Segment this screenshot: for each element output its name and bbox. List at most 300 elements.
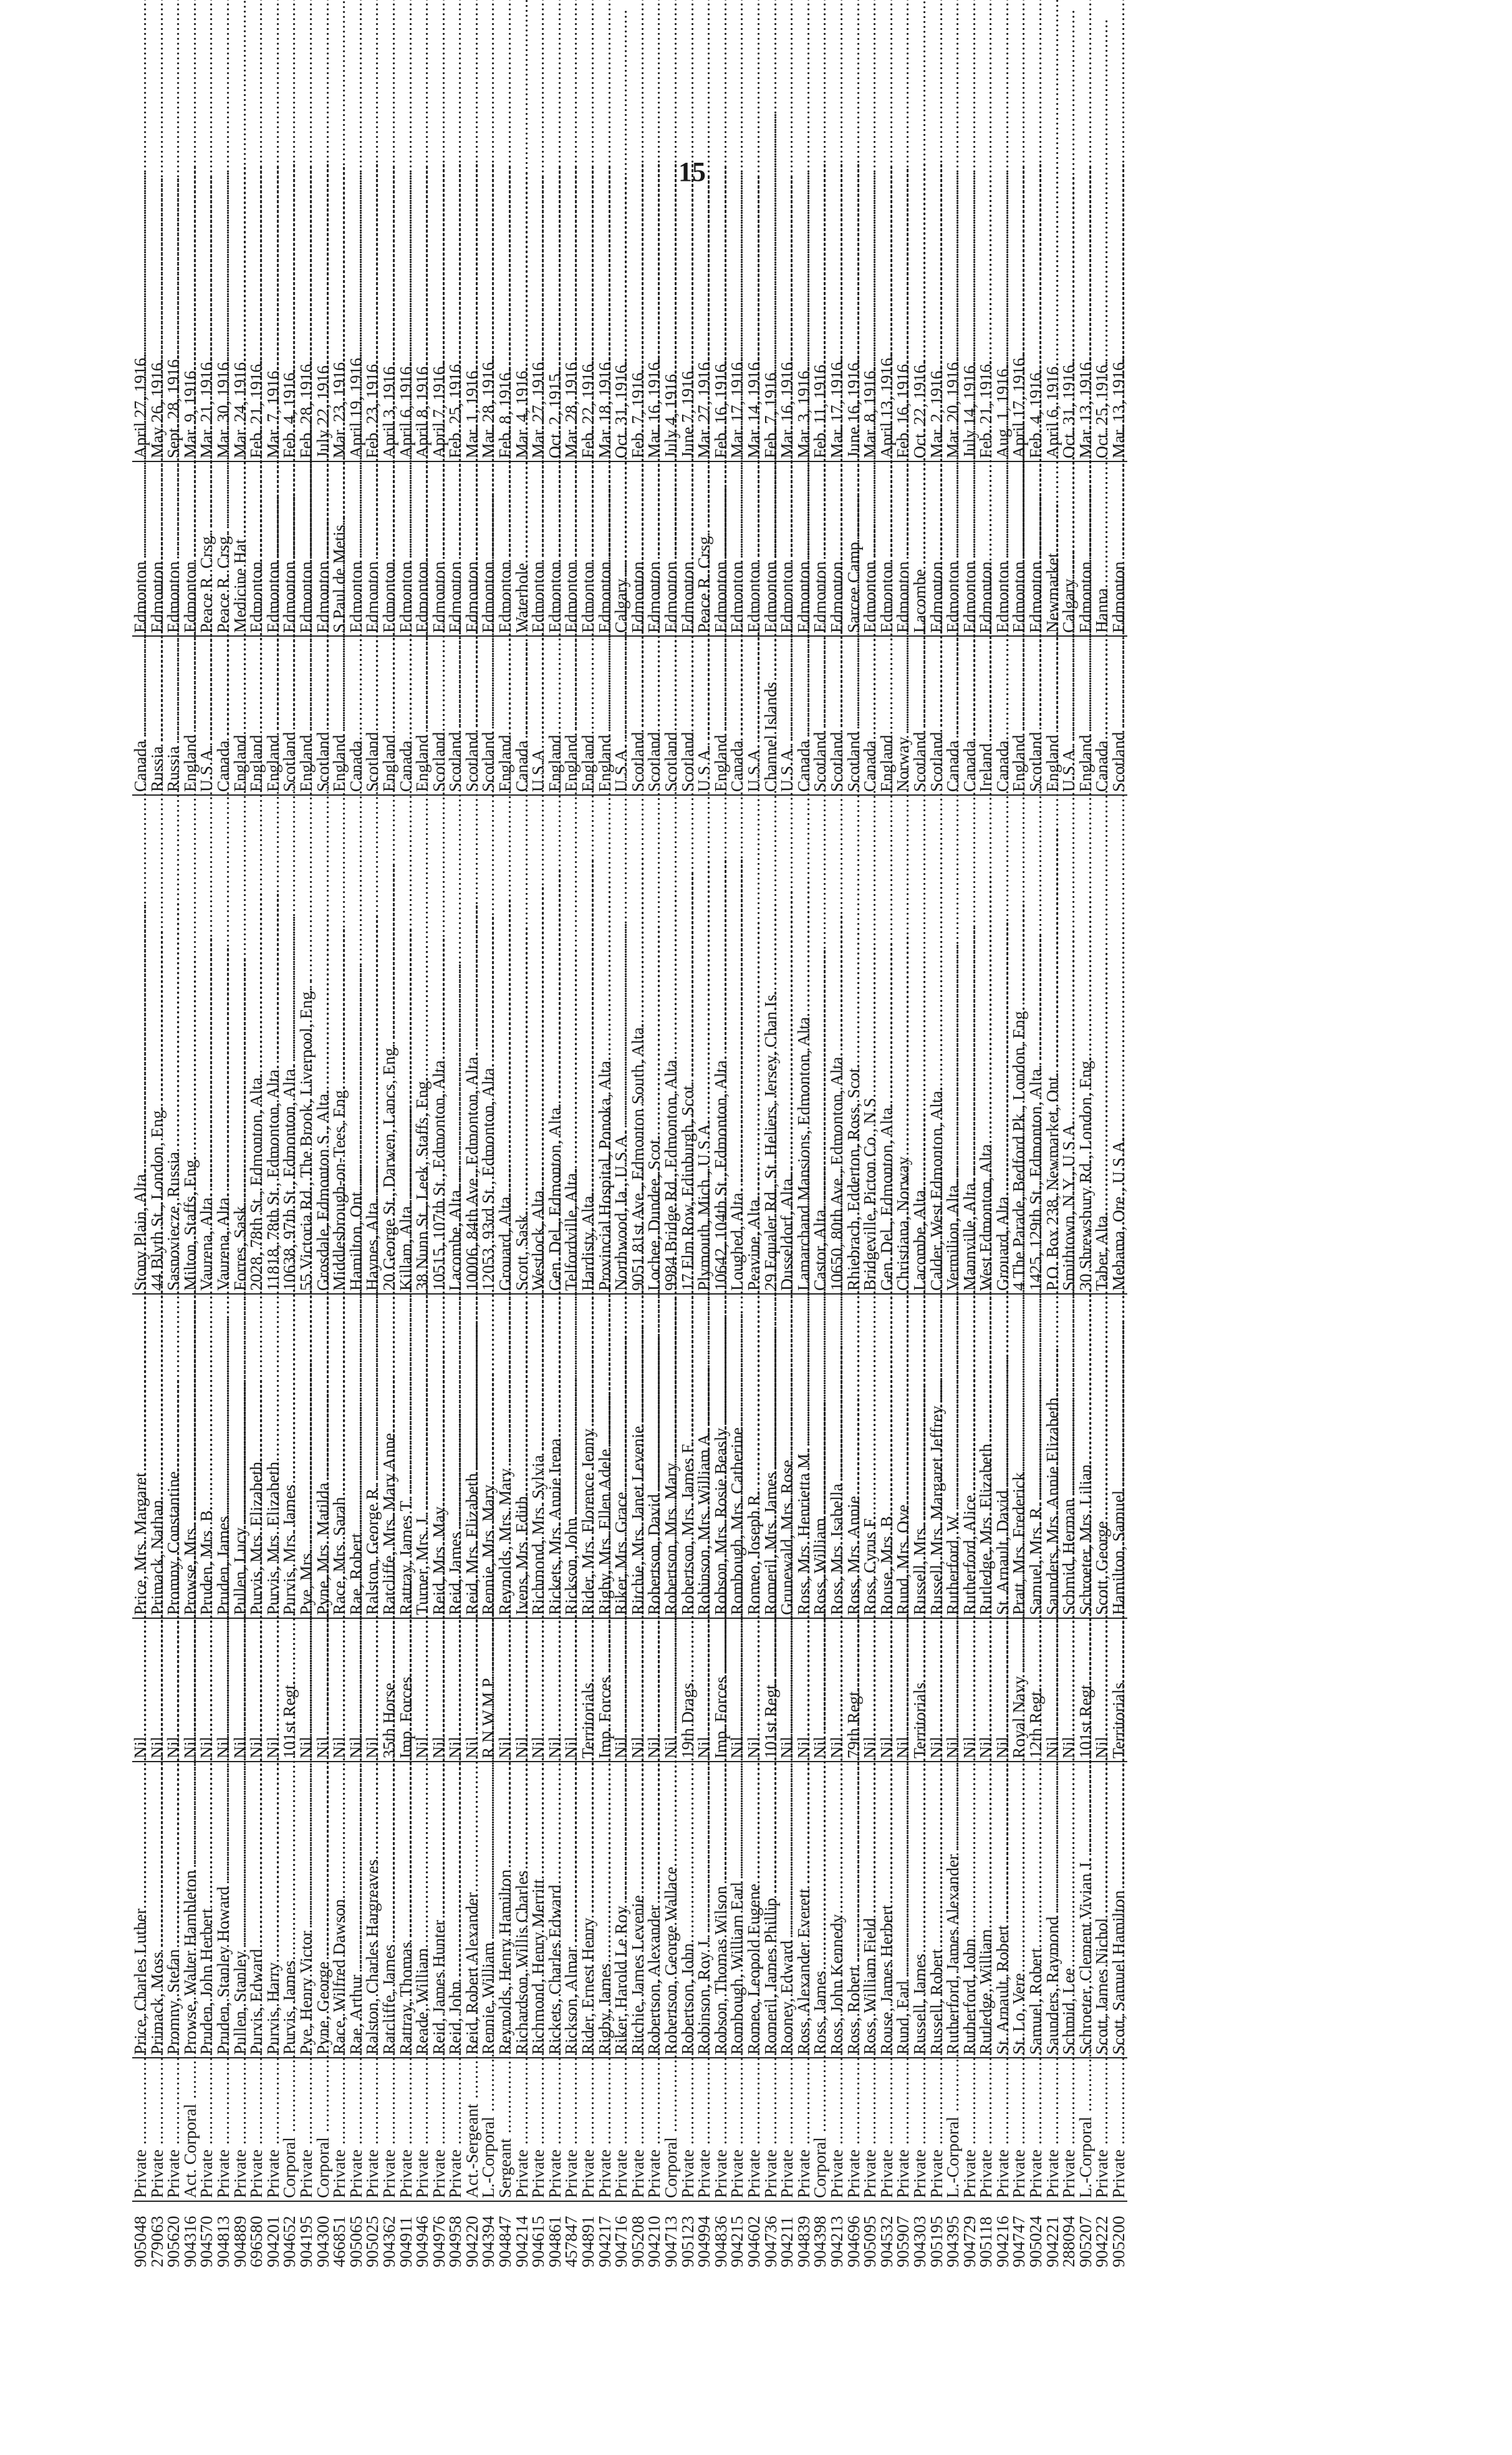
rank-cell: Private ..... [1061,2058,1077,2201]
place-of-enlistment-cell: Edmonton ..... [182,461,199,636]
rank-cell: Private ..... [165,2058,182,2201]
country-of-birth-cell: England ..... [381,636,398,795]
soldier-name-cell: Rickson, Almar ..... [563,1762,580,2058]
table-row [298,215,315,2270]
next-of-kin-cell: Robertson, Mrs. Mary ..... [663,1294,680,1618]
soldier-name-cell: Robertson, John ..... [680,1762,696,2058]
soldier-name-cell: Race, Wilfred Dawson ..... [331,1762,348,2058]
rank-cell: Private ..... [248,2058,265,2201]
country-of-birth-cell: Scotland ..... [464,636,481,795]
place-of-enlistment-cell: Edmonton ..... [663,461,680,636]
soldier-name-cell: Ross, John Kennedy ..... [829,1762,845,2058]
regimental-number-cell: 904891 [580,2201,597,2270]
soldier-name-cell: Reid, John ..... [447,1762,464,2058]
date-of-enlistment-cell: Mar. 17, 1916. [826,357,846,458]
soldier-name-cell: Richmond, Henry Merritt ..... [530,1762,547,2058]
soldier-name-cell: Rombough, William Earl ..... [729,1762,746,2058]
former-corps-cell: Nil ..... [879,1618,895,1762]
next-of-kin-cell: Romeril, Mrs. James ..... [763,1294,779,1618]
soldier-name-cell: Ross, James ..... [812,1762,829,2058]
regimental-number-cell: 904395 [945,2201,961,2270]
rank-cell: Private ..... [265,2058,282,2201]
table-row [182,215,199,2270]
former-corps-cell: Nil ..... [1094,1618,1110,1762]
rank-cell: Private ..... [796,2058,812,2201]
table-row [1028,215,1044,2270]
regimental-number-cell: 904976 [431,2201,448,2270]
table-row [912,215,928,2270]
former-corps-cell: Nil ..... [315,1618,332,1762]
table-row [232,215,249,2270]
rank-cell: Corporal ..... [281,2058,298,2201]
rank-cell: Private ..... [348,2058,365,2201]
next-of-kin-cell: Ivens, Mrs. Edith ..... [514,1294,531,1618]
former-corps-cell: Nil ..... [414,1618,431,1762]
place-of-enlistment-cell: Edmonton ..... [580,461,597,636]
date-of-enlistment-cell: Feb. 21, 1916. [976,359,996,458]
table-row [514,215,531,2270]
regimental-number-cell: 904213 [829,2201,845,2270]
soldier-name-cell: Robertson, George Wallace ..... [663,1762,680,2058]
soldier-name-cell: Pruden, Stanley Howard ..... [215,1762,232,2058]
country-of-birth-cell: England ..... [497,636,514,795]
former-corps-cell: 101st Regt. ..... [1077,1618,1094,1762]
former-corps-cell: Nil ..... [547,1618,564,1762]
country-of-birth-cell: U.S.A. ..... [530,636,547,795]
former-corps-cell: Nil ..... [613,1618,630,1762]
page-number: 15 [678,157,706,187]
table-row [829,215,845,2270]
next-of-kin-cell: Ritchie, Mrs. Janet Levenie ..... [630,1294,647,1618]
former-corps-cell: Nil ..... [497,1618,514,1762]
country-of-birth-cell: England ..... [331,636,348,795]
regimental-number-cell: 904216 [994,2201,1011,2270]
table-row [961,215,978,2270]
soldier-name-cell: Reade, William ..... [414,1762,431,2058]
former-corps-cell: Nil ..... [165,1618,182,1762]
place-of-enlistment-cell: Edmonton ..... [281,461,298,636]
place-of-enlistment-cell: Edmonton ..... [563,461,580,636]
country-of-birth-cell: England ..... [1044,636,1061,795]
next-of-kin-cell: Rider, Mrs. Florence Jenny ..... [580,1294,597,1618]
date-of-enlistment-cell: Mar. 9, 1916. [180,366,200,458]
rank-cell: Private ..... [597,2058,614,2201]
place-of-enlistment-cell: Edmonton ..... [763,461,779,636]
next-of-kin-address-cell: P.O. Box 238, Newmarket, Ont. ..... [1044,795,1061,1294]
table-row [613,215,630,2270]
rank-cell: Private ..... [928,2058,945,2201]
country-of-birth-cell: Scotland ..... [315,636,332,795]
next-of-kin-address-cell: Hardisty, Alta. ..... [580,795,597,1294]
soldier-name-cell: Rutherford, James Alexander ..... [945,1762,961,2058]
soldier-name-cell: Pyne, George ..... [315,1762,332,2058]
table-row [845,215,862,2270]
date-of-enlistment-cell: Feb. 16, 1916. [710,359,730,458]
date-of-enlistment-cell: Mar. 21, 1916. [196,357,216,458]
next-of-kin-cell: Pyne, Mrs. Matilda ..... [315,1294,332,1618]
regimental-number-cell: 904217 [597,2201,614,2270]
former-corps-cell: Nil ..... [994,1618,1011,1762]
country-of-birth-cell: Canada ..... [348,636,365,795]
former-corps-cell: 12th Regt. ..... [1028,1618,1044,1762]
regimental-number-cell: 905208 [630,2201,647,2270]
rank-cell: Private ..... [530,2058,547,2201]
place-of-enlistment-cell: Edmonton ..... [1110,461,1127,636]
table-row [165,215,182,2270]
rank-cell: Private ..... [414,2058,431,2201]
former-corps-cell: Territorials ..... [912,1618,928,1762]
table-row [547,215,564,2270]
place-of-enlistment-cell: Edmonton ..... [713,461,730,636]
regimental-number-cell: 904652 [281,2201,298,2270]
date-of-enlistment-cell: June 7, 1916. [677,367,697,458]
soldier-name-cell: Primack, Moss ..... [149,1762,166,2058]
place-of-enlistment-cell: Edmonton ..... [895,461,912,636]
former-corps-cell: Nil ..... [149,1618,166,1762]
next-of-kin-cell: Rutherford, Alice ..... [961,1294,978,1618]
country-of-birth-cell: U.S.A. ..... [696,636,713,795]
regimental-number-cell: 904615 [530,2201,547,2270]
next-of-kin-address-cell: Scott, Sask. ..... [514,795,531,1294]
next-of-kin-address-cell: Taber, Alta. ..... [1094,795,1110,1294]
place-of-enlistment-cell: Peace R. Crsg. ..... [696,461,713,636]
date-of-enlistment-cell: Mar. 30, 1916. [213,357,233,458]
soldier-name-cell: Ratcliffe, James ..... [381,1762,398,2058]
next-of-kin-address-cell: Lamarchand Mansions, Edmonton, Alta. ..... [796,795,812,1294]
regimental-number-cell: 904946 [414,2201,431,2270]
regimental-number-cell: 904889 [232,2201,249,2270]
date-of-enlistment-cell: Feb. 28, 1916. [296,359,315,458]
date-of-enlistment-cell: Mar. 24, 1916. [229,357,249,458]
next-of-kin-address-cell: Gen. Del., Edmonton, Alta. ..... [547,795,564,1294]
soldier-name-cell: Russell, James ..... [912,1762,928,2058]
rank-cell: Private ..... [1110,2058,1127,2201]
soldier-name-cell: Purvis, Edward ..... [248,1762,265,2058]
table-row [945,215,961,2270]
next-of-kin-address-cell: Vaurena, Alta. ..... [215,795,232,1294]
regimental-number-cell: 904958 [447,2201,464,2270]
table-row [812,215,829,2270]
rank-cell: Private ..... [1044,2058,1061,2201]
date-of-enlistment-cell: July 22, 1916. [312,361,332,458]
soldier-name-cell: Rattray, Thomas ..... [398,1762,415,2058]
regimental-number-cell: 904911 [398,2201,415,2270]
rank-cell: Private ..... [1028,2058,1044,2201]
country-of-birth-cell: Scotland ..... [912,636,928,795]
regimental-number-cell: 904211 [779,2201,796,2270]
date-of-enlistment-cell: Aug. 1, 1916. [992,364,1012,458]
date-of-enlistment-cell: Mar. 13, 1916. [1109,357,1129,458]
soldier-name-cell: Romeril, James Phillip ..... [763,1762,779,2058]
former-corps-cell: Nil ..... [182,1618,199,1762]
former-corps-cell: Territorials ..... [580,1618,597,1762]
date-of-enlistment-cell: April 19, 1916. [345,353,365,458]
former-corps-cell: Nil ..... [729,1618,746,1762]
soldier-name-cell: Pye, Henry Victor ..... [298,1762,315,2058]
country-of-birth-cell: Canada ..... [514,636,531,795]
next-of-kin-cell: Rutherford, W. ..... [945,1294,961,1618]
former-corps-cell: Nil ..... [646,1618,663,1762]
place-of-enlistment-cell: Edmonton ..... [132,461,149,636]
rank-cell: Private ..... [331,2058,348,2201]
soldier-name-cell: Rutledge, William ..... [978,1762,994,2058]
place-of-enlistment-cell: Edmonton ..... [381,461,398,636]
next-of-kin-address-cell: Vaurena, Alta. ..... [198,795,215,1294]
regimental-number-cell: 904570 [198,2201,215,2270]
soldier-name-cell: Russell, Robert ..... [928,1762,945,2058]
regimental-number-cell: 905620 [165,2201,182,2270]
soldier-name-cell: Rooney, Edward ..... [779,1762,796,2058]
next-of-kin-cell: Rigby, Mrs. Ellen Adele ..... [597,1294,614,1618]
regimental-number-cell: 904994 [696,2201,713,2270]
next-of-kin-address-cell: 2028, 78th St., Edmonton, Alta. ..... [248,795,265,1294]
next-of-kin-address-cell: Peavine, Alta. ..... [746,795,763,1294]
date-of-enlistment-cell: Feb. 7, 1916. [627,368,647,458]
date-of-enlistment-cell: Sept. 28, 1916. [163,355,183,458]
former-corps-cell: Nil ..... [265,1618,282,1762]
next-of-kin-address-cell: 29 Equaler Rd., St. Heliers, Jersey, Chan.Is. ..... [763,795,779,1294]
next-of-kin-cell: Reynolds, Mrs. Mary ..... [497,1294,514,1618]
regimental-number-cell: 905118 [978,2201,994,2270]
soldier-name-cell: Purvis, James ..... [281,1762,298,2058]
rank-cell: Private ..... [862,2058,879,2201]
next-of-kin-address-cell: Mannville, Alta. ..... [961,795,978,1294]
former-corps-cell: Nil ..... [663,1618,680,1762]
place-of-enlistment-cell: Edmonton ..... [961,461,978,636]
soldier-name-cell: Robinson, Roy J. ..... [696,1762,713,2058]
regimental-number-cell: 904316 [182,2201,199,2270]
date-of-enlistment-cell: Mar. 27, 1916. [694,357,714,458]
next-of-kin-cell: Turner, Mrs. J. ..... [414,1294,431,1618]
soldier-name-cell: Robson, Thomas Wilson ..... [713,1762,730,2058]
place-of-enlistment-cell: Edmonton ..... [530,461,547,636]
next-of-kin-address-cell: Grouard, Alta. ..... [994,795,1011,1294]
rank-cell: Private ..... [646,2058,663,2201]
former-corps-cell: Nil ..... [862,1618,879,1762]
rank-cell: Private ..... [215,2058,232,2201]
regimental-number-cell: 905195 [928,2201,945,2270]
table-row [646,215,663,2270]
date-of-enlistment-cell: Oct. 25, 1916. [1092,360,1112,458]
rank-cell: Private ..... [779,2058,796,2201]
next-of-kin-address-cell: Plymouth, Mich., U.S.A. ..... [696,795,713,1294]
former-corps-cell: 79th Regt. ..... [845,1618,862,1762]
table-row [680,215,696,2270]
next-of-kin-cell: Pratt, Mrs. Frederick ..... [1011,1294,1028,1618]
country-of-birth-cell: U.S.A. ..... [1061,636,1077,795]
table-row [729,215,746,2270]
next-of-kin-address-cell: Loughed, Alta. ..... [729,795,746,1294]
rank-cell: Private ..... [845,2058,862,2201]
next-of-kin-cell: Riker, Mrs. Grace ..... [613,1294,630,1618]
soldier-name-cell: Pullen, Stanley ..... [232,1762,249,2058]
soldier-name-cell: Saunders, Raymond ..... [1044,1762,1061,2058]
place-of-enlistment-cell: Edmonton ..... [398,461,415,636]
next-of-kin-address-cell: 44 Blyth St., London, Eng. ..... [149,795,166,1294]
next-of-kin-address-cell: 17 Elm Row, Edinburgh, Scot. ..... [680,795,696,1294]
country-of-birth-cell: Canada ..... [729,636,746,795]
country-of-birth-cell: Canada ..... [1094,636,1110,795]
country-of-birth-cell: Canada ..... [215,636,232,795]
table-row [497,215,514,2270]
table-row [198,215,215,2270]
table-row [746,215,763,2270]
place-of-enlistment-cell: Edmonton ..... [497,461,514,636]
place-of-enlistment-cell: Edmonton ..... [812,461,829,636]
place-of-enlistment-cell: Edmonton ..... [414,461,431,636]
former-corps-cell: Nil ..... [812,1618,829,1762]
date-of-enlistment-cell: Oct. 31, 1916. [611,360,631,458]
former-corps-cell: Nil ..... [132,1618,149,1762]
table-row [580,215,597,2270]
country-of-birth-cell: Russia ..... [165,636,182,795]
place-of-enlistment-cell: Waterhole ..... [514,461,531,636]
country-of-birth-cell: Ireland ..... [978,636,994,795]
regimental-number-cell: 905095 [862,2201,879,2270]
next-of-kin-address-cell: 11818, 78th St., Edmonton, Alta. ..... [265,795,282,1294]
country-of-birth-cell: Scotland ..... [364,636,381,795]
soldier-name-cell: Pruden, John Herbert ..... [198,1762,215,2058]
table-row [281,215,298,2270]
country-of-birth-cell: Canada ..... [994,636,1011,795]
soldier-name-cell: Reid, James Hunter ..... [431,1762,448,2058]
regimental-number-cell: 904532 [879,2201,895,2270]
next-of-kin-cell: Robson, Mrs. Rosie Beasly ..... [713,1294,730,1618]
regimental-number-cell: 904214 [514,2201,531,2270]
regimental-number-cell: 904394 [480,2201,497,2270]
date-of-enlistment-cell: Mar. 23, 1916. [329,357,349,458]
rank-cell: Private ..... [232,2058,249,2201]
next-of-kin-address-cell: Lacombe, Alta. ..... [912,795,928,1294]
country-of-birth-cell: England ..... [414,636,431,795]
soldier-name-cell: Rutherford, John ..... [961,1762,978,2058]
table-row [447,215,464,2270]
rank-cell: Private ..... [132,2058,149,2201]
place-of-enlistment-cell: Edmonton ..... [149,461,166,636]
former-corps-cell: Imp. Forces ..... [597,1618,614,1762]
country-of-birth-cell: England ..... [1011,636,1028,795]
rank-cell: Private ..... [696,2058,713,2201]
former-corps-cell: Nil ..... [364,1618,381,1762]
regimental-number-cell: 904713 [663,2201,680,2270]
rank-cell: Private ..... [713,2058,730,2201]
date-of-enlistment-cell: Feb. 23, 1916. [362,359,382,458]
next-of-kin-cell: Hamilton, Samuel ..... [1110,1294,1127,1618]
next-of-kin-address-cell: 4 The Parade, Bedford Pk., London, Eng. ..... [1011,795,1028,1294]
rank-cell: Private ..... [829,2058,845,2201]
rank-cell: Private ..... [364,2058,381,2201]
date-of-enlistment-cell: Mar. 28, 1916. [561,357,581,458]
rank-cell: Act. Corporal ..... [182,2058,199,2201]
soldier-name-cell: Richardson, Willis Charles ..... [514,1762,531,2058]
country-of-birth-cell: England ..... [232,636,249,795]
table-row [994,215,1011,2270]
soldier-name-cell: Prowse, Walter Hambleton ..... [182,1762,199,2058]
date-of-enlistment-cell: July 4, 1916. [661,369,680,458]
place-of-enlistment-cell: Lacombe ..... [912,461,928,636]
former-corps-cell: Nil ..... [696,1618,713,1762]
regimental-number-cell: 904398 [812,2201,829,2270]
soldier-name-cell: Price, Charles Luther ..... [132,1762,149,2058]
table-row [530,215,547,2270]
place-of-enlistment-cell: Edmonton ..... [945,461,961,636]
country-of-birth-cell: Canada ..... [796,636,812,795]
former-corps-cell: Territorials ..... [1110,1618,1127,1762]
date-of-enlistment-cell: April 13, 1916. [876,353,896,458]
country-of-birth-cell: Scotland ..... [431,636,448,795]
next-of-kin-address-cell: Middlesbrough-on-Tees, Eng. ..... [331,795,348,1294]
place-of-enlistment-cell: Edmonton ..... [597,461,614,636]
date-of-enlistment-cell: June 16, 1916. [843,358,863,458]
place-of-enlistment-cell: Edmonton ..... [729,461,746,636]
former-corps-cell: Nil ..... [198,1618,215,1762]
date-of-enlistment-cell: Feb. 7, 1916. [760,368,780,458]
place-of-enlistment-cell: Edmonton ..... [862,461,879,636]
regimental-number-cell: 904602 [746,2201,763,2270]
date-of-enlistment-cell: Mar. 16, 1916. [644,357,664,458]
former-corps-cell: Nil ..... [514,1618,531,1762]
next-of-kin-address-cell: Sasnoviecze, Russia ..... [165,795,182,1294]
country-of-birth-cell: Canada ..... [961,636,978,795]
rank-cell: Private ..... [381,2058,398,2201]
place-of-enlistment-cell: S.Paul de Metis ..... [331,461,348,636]
date-of-enlistment-cell: Mar. 16, 1916. [777,357,797,458]
regimental-number-cell: 905207 [1077,2201,1094,2270]
next-of-kin-address-cell: 10638, 97th St., Edmonton, Alta. ..... [281,795,298,1294]
regimental-number-cell: 904813 [215,2201,232,2270]
place-of-enlistment-cell: Edmonton ..... [928,461,945,636]
country-of-birth-cell: U.S.A. ..... [746,636,763,795]
country-of-birth-cell: England ..... [547,636,564,795]
soldier-name-cell: Rickets, Charles Edward ..... [547,1762,564,2058]
date-of-enlistment-cell: Mar. 4, 1916. [511,366,531,458]
next-of-kin-cell: Race, Mrs. Sarah ..... [331,1294,348,1618]
table-row [315,215,332,2270]
next-of-kin-address-cell: Hamilton, Ont. ..... [348,795,365,1294]
next-of-kin-address-cell: West Edmonton, Alta. ..... [978,795,994,1294]
soldier-name-cell: Rigby, James ..... [597,1762,614,2058]
rank-cell: Private ..... [398,2058,415,2201]
date-of-enlistment-cell: Mar. 14, 1916. [743,357,763,458]
next-of-kin-address-cell: 10642, 104th St., Edmonton, Alta. ..... [713,795,730,1294]
regimental-number-cell: 904736 [763,2201,779,2270]
soldier-name-cell: Scott, James Nichol ..... [1094,1762,1110,2058]
regimental-number-cell: 905024 [1028,2201,1044,2270]
date-of-enlistment-cell: Feb. 16, 1916. [893,359,913,458]
rank-cell: Private ..... [431,2058,448,2201]
next-of-kin-cell: Purvis, Mrs. Elizabeth ..... [265,1294,282,1618]
date-of-enlistment-cell: Mar. 18, 1916. [594,357,614,458]
rank-cell: Private ..... [149,2058,166,2201]
regimental-number-cell: 904210 [646,2201,663,2270]
regimental-number-cell: 904716 [613,2201,630,2270]
table-row [928,215,945,2270]
next-of-kin-address-cell: Stony Plain, Alta. ..... [132,795,149,1294]
next-of-kin-cell: St. Arnault, David ..... [994,1294,1011,1618]
former-corps-cell: Nil ..... [331,1618,348,1762]
next-of-kin-cell: Ralston, George R. ..... [364,1294,381,1618]
next-of-kin-cell: Rickets, Mrs. Annie Irena ..... [547,1294,564,1618]
regimental-number-cell: 905065 [348,2201,365,2270]
date-of-enlistment-cell: Feb. 8, 1916. [495,368,515,458]
next-of-kin-cell: Reid, Mrs. May ..... [431,1294,448,1618]
next-of-kin-address-cell: 55 Victoria Rd., The Brook, Liverpool, Eng. ..... [298,795,315,1294]
next-of-kin-cell: Schmid, Herman ..... [1061,1294,1077,1618]
country-of-birth-cell: Russia ..... [149,636,166,795]
next-of-kin-cell: Rennie, Mrs. Mary ..... [480,1294,497,1618]
country-of-birth-cell: England ..... [563,636,580,795]
table-row [663,215,680,2270]
